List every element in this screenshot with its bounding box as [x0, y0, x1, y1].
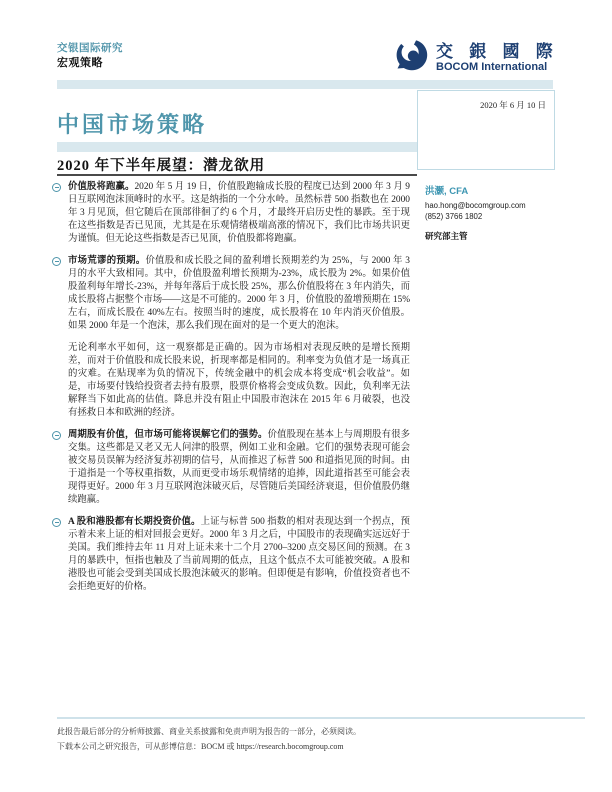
- report-category-label: 宏观策略: [57, 57, 103, 69]
- paragraph-text: 市场荒谬的预期。价值股和成长股之间的盈利增长预期差约为 25%，与 2000 年 3 月的水平大致相同。其中，价值股盈利增长预期为-23%，成长股为 2%。如果价值股盈利每年增长-23%，并每年落后于成长股 25%，那么价值股将在 3 年内消失，而成长股将占据整个市场——这是不可能的。2000 年 3 月，价值股的盈增预期在 15%左右，而成长股在 40%左右。按照当时的速度，成长股将在 10 年内消灭价值股。如果 2000 年是一个泡沫，那么我们现在面对的是一个更大的泡沫。: [68, 256, 410, 331]
- bocom-logo-icon: [393, 36, 429, 79]
- paragraph-text: 周期股有价值，但市场可能将误解它们的强势。价值股现在基本上与周期股有很多交集。这些都是又老又无人问津的股票，例如工业和金融。它们的强势表现可能会被交易员误解为经济复苏初期的信号，从而推迟了标普 500 和道指见顶的时间。由于道指是一个等权重指数，从而更受市场乐观情绪的追捧，因此道指甚至可能会表现得更好。2000 年 3 月互联网泡沫破灭后，尽管随后美国经济衰退，但价值股仍继续跑赢。: [68, 430, 410, 505]
- research-site-link[interactable]: https://research.bocomgroup.com: [236, 742, 344, 751]
- bullet-paragraph: [52, 255, 410, 333]
- footer-divider: [57, 717, 585, 719]
- report-subtitle: 2020 年下半年展望：潜龙欲用: [57, 158, 266, 174]
- bullet-spacer: [52, 342, 68, 420]
- bullet-paragraph: [52, 429, 410, 507]
- paragraph-text: A 股和港股都有长期投资价值。上证与标普 500 指数的相对表现达到一个拐点，预示着未来上证的相对回报会更好。2000 年 3 月之后，中国股市的表现确实远远好于美国。我们维持去年 11 月对上证未来十二个月 2700–3200 点交易区间的预测。在 3 月的暴跌中，恒指也触及了当前周期的低点，且这个低点不太可能被突破。A 股和港股也可能会受到美国成长股泡沫破灭的影响。但即便是有影响，价值投资者也不会拒绝更好的价格。: [68, 517, 410, 592]
- paragraph-lead: 周期股有价值，但市场可能将误解它们的强势。: [68, 430, 268, 440]
- body-column: [52, 181, 410, 603]
- analyst-title: 研究部主管: [425, 231, 468, 241]
- logo-chinese-name: 交 銀 國 際: [436, 41, 559, 61]
- circled-minus-bullet-icon: [52, 255, 68, 333]
- accent-band-top: [57, 80, 553, 89]
- disclosure-note: 此报告最后部分的分析师披露、商业关系披露和免责声明为报告的一部分，必须阅读。: [57, 727, 361, 736]
- circled-minus-bullet-icon: [52, 516, 68, 594]
- analyst-phone: (852) 3766 1802: [425, 212, 483, 221]
- paragraph-text: 无论利率水平如何，这一观察都是正确的。因为市场相对表现反映的是增长预期差，而对于价值股和成长股来说，折现率都是相同的。利率变为负值才是一场真正的灾难。在贴现率为负的情况下，传统金融中的机会成本将变成“机会收益”。如是，市场要付钱给投资者去持有股票，股票价格将会变成负数。因此，负利率无法解释当下如此高的估值。降息并没有阻止中国股市泡沫在 2015 年 6 月破裂，也没有拯救日本和欧洲的经济。: [68, 343, 410, 418]
- analyst-email[interactable]: hao.hong@bocomgroup.com: [425, 201, 526, 210]
- bocom-logo: [393, 36, 559, 79]
- date-box: [417, 90, 555, 170]
- report-date: 2020 年 6 月 10 日: [480, 100, 546, 110]
- body-paragraph: [52, 342, 410, 420]
- circled-minus-icon: [52, 183, 61, 192]
- analyst-info: [425, 183, 565, 242]
- bullet-paragraph: [52, 181, 410, 246]
- analyst-name: 洪灏, CFA: [425, 186, 469, 197]
- circled-minus-icon: [52, 518, 61, 527]
- circled-minus-bullet-icon: [52, 429, 68, 507]
- paragraph-lead: A 股和港股都有长期投资价值。: [68, 517, 201, 527]
- circled-minus-bullet-icon: [52, 181, 68, 246]
- circled-minus-icon: [52, 431, 61, 440]
- download-note: [57, 741, 585, 752]
- research-division-label: 交银国际研究: [57, 43, 123, 54]
- logo-english-name: BOCOM International: [436, 60, 548, 73]
- accent-band-middle: [57, 142, 417, 152]
- download-note-text: 下载本公司之研究报告，可从彭博信息：BOCM 或: [57, 742, 237, 751]
- bullet-paragraph: [52, 516, 410, 594]
- page-title: 中国市场策略: [57, 112, 208, 137]
- paragraph-lead: 市场荒谬的预期。: [68, 256, 146, 266]
- circled-minus-icon: [52, 257, 61, 266]
- subtitle-underline: [57, 174, 417, 176]
- paragraph-text: 价值股将跑赢。2020 年 5 月 19 日，价值股跑输成长股的程度已达到 2000 年 3 月 9 日互联网泡沫顶峰时的水平。这是纳指的一个分水岭。虽然标普 500 指数也在 2000 年 3 月见顶，但它随后在顶部徘徊了约 6 个月，才最终开启历史性的暴跌。至于现在这些指数是否已见顶，尤其是在乐观情绪极端高涨的情况下，我们比市场共识更为谨慎。但无论这些指数是否已见顶，价值股都将跑赢。: [68, 182, 410, 244]
- paragraph-lead: 价值股将跑赢。: [68, 182, 135, 192]
